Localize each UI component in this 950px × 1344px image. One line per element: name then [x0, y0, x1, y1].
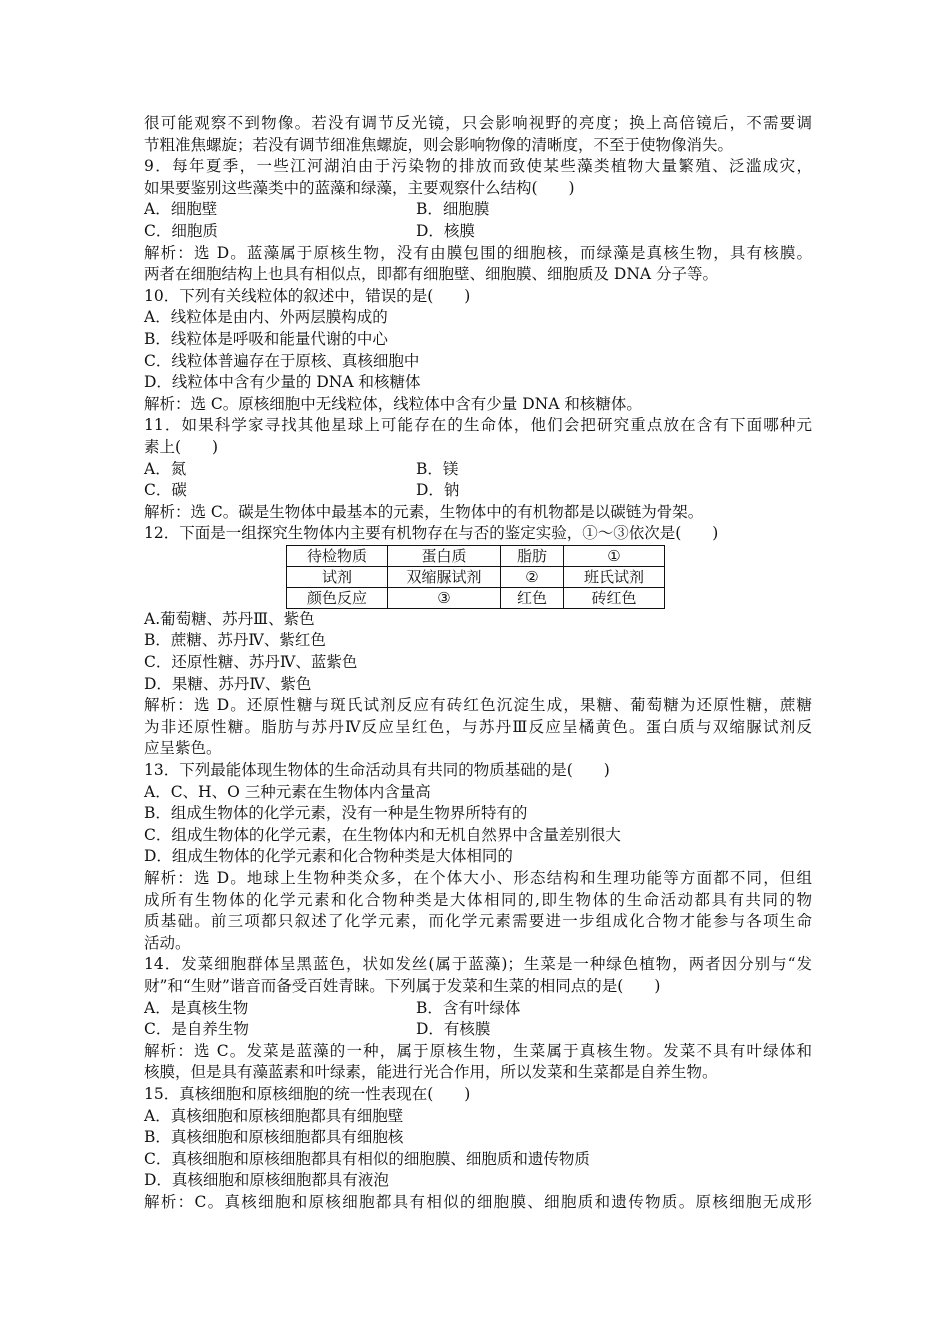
q11-analysis: 解析：选 C。碳是生物体中最基本的元素，生物体中的有机物都是以碳链为骨架。 [144, 502, 704, 521]
q9-option-d: D．核膜 [416, 221, 475, 240]
q13-option-b: B．组成生物体的化学元素，没有一种是生物界所特有的 [144, 804, 528, 823]
q9-options-row [144, 199, 812, 221]
q10-option-d: D．线粒体中含有少量的 DNA 和核糖体 [144, 373, 421, 392]
q10-option-c: C．线粒体普遍存在于原核、真核细胞中 [144, 351, 420, 370]
q11-option-c: C．碳 [144, 481, 187, 500]
q13-option-c: C．组成生物体的化学元素，在生物体内和无机自然界中含量差别很大 [144, 825, 621, 844]
q9-option-a: A．细胞壁 [144, 200, 218, 219]
q9-option-b: B．细胞膜 [416, 200, 490, 219]
q14-stem: 财”和“生财”谐音而备受百姓青睐。下列属于发菜和生菜的相同点的是( ) [144, 976, 661, 995]
q12-option-b: B．蔗糖、苏丹Ⅳ、紫红色 [144, 631, 326, 650]
table-cell: 颜色反应 [287, 587, 388, 608]
q15-analysis: 解析：C。真核细胞和原核细胞都具有相似的细胞膜、细胞质和遗传物质。原核细胞无成形 [144, 1192, 812, 1211]
q11-stem: 素上( ) [144, 437, 219, 456]
table-cell: 红色 [501, 587, 564, 608]
q11-stem: 11．如果科学家寻找其他星球上可能存在的生命体，他们会把研究重点放在含有下面哪种元 [144, 416, 812, 435]
q11-options-row [144, 480, 812, 502]
q14-option-c: C．是自养生物 [144, 1020, 249, 1039]
table-row [287, 566, 665, 587]
q14-stem: 14．发菜细胞群体呈黑蓝色，状如发丝(属于蓝藻)；生菜是一种绿色植物，两者因分别与“发 [144, 955, 812, 974]
table-cell: 试剂 [287, 566, 388, 587]
q13-option-a: A．C、H、O 三种元素在生物体内含量高 [144, 782, 431, 801]
q9-stem: 9．每年夏季，一些江河湖泊由于污染物的排放而致使某些藻类植物大量繁殖、泛滥成灾， [144, 157, 812, 176]
table-cell: 班氏试剂 [564, 566, 665, 587]
q15-option-d: D．真核细胞和原核细胞都具有液泡 [144, 1171, 389, 1190]
table-cell: 砖红色 [564, 587, 665, 608]
q13-option-d: D．组成生物体的化学元素和化合物种类是大体相同的 [144, 847, 513, 866]
table-row [287, 545, 665, 566]
q12-analysis: 应呈紫色。 [144, 739, 222, 758]
q10-option-a: A．线粒体是由内、外两层膜构成的 [144, 308, 388, 327]
q14-analysis: 解析：选 C。发菜是蓝藻的一种，属于原核生物，生菜属于真核生物。发菜不具有叶绿体和 [144, 1041, 812, 1060]
table-cell: 双缩脲试剂 [388, 566, 501, 587]
q10-stem: 10．下列有关线粒体的叙述中，错误的是( ) [144, 286, 471, 305]
table-cell: ③ [388, 587, 501, 608]
q9-analysis: 两者在细胞结构上也具有相似点，即都有细胞壁、细胞膜、细胞质及 DNA 分子等。 [144, 265, 719, 284]
table-cell: ② [501, 566, 564, 587]
q15-stem: 15．真核细胞和原核细胞的统一性表现在( ) [144, 1084, 471, 1103]
q12-option-a: A.葡萄糖、苏丹Ⅲ、紫色 [144, 609, 315, 628]
q14-option-b: B．含有叶绿体 [416, 998, 521, 1017]
q15-option-b: B．真核细胞和原核细胞都具有细胞核 [144, 1128, 404, 1147]
q10-analysis: 解析：选 C。原核细胞中无线粒体，线粒体中含有少量 DNA 和核糖体。 [144, 394, 642, 413]
q11-options-row [144, 459, 812, 481]
q9-analysis: 解析：选 D。蓝藻属于原核生物，没有由膜包围的细胞核，而绿藻是真核生物，具有核膜。 [144, 243, 812, 262]
q15-option-a: A．真核细胞和原核细胞都具有细胞壁 [144, 1106, 404, 1125]
q11-option-b: B．镁 [416, 459, 459, 478]
q10-option-b: B．线粒体是呼吸和能量代谢的中心 [144, 329, 388, 348]
q12-analysis: 解析：选 D。还原性糖与斑氏试剂反应有砖红色沉淀生成，果糖、葡萄糖为还原性糖，蔗糖 [144, 696, 812, 715]
q11-option-d: D．钠 [416, 481, 460, 500]
q13-analysis: 成所有生物体的化学元素和化合物种类是大体相同的,即生物体的生命活动都具有共同的物 [144, 890, 812, 909]
table-cell: ① [564, 545, 665, 566]
q9-options-row [144, 221, 812, 243]
q13-stem: 13．下列最能体现生物体的生命活动具有共同的物质基础的是( ) [144, 761, 610, 780]
q13-analysis: 活动。 [144, 933, 191, 952]
q14-option-d: D．有核膜 [416, 1020, 491, 1039]
q14-options-row [144, 1019, 812, 1041]
q12-stem: 12．下面是一组探究生物体内主要有机物存在与否的鉴定实验，①～③依次是( ) [144, 524, 719, 543]
q14-options-row [144, 998, 812, 1020]
table-row [287, 587, 665, 608]
q12-option-d: D．果糖、苏丹Ⅳ、紫色 [144, 674, 312, 693]
intro-line: 很可能观察不到物像。若没有调节反光镜，只会影响视野的亮度；换上高倍镜后，不需要调 [144, 114, 812, 132]
table-cell: 待检物质 [287, 545, 388, 566]
intro-line: 节粗准焦螺旋；若没有调节细准焦螺旋，则会影响物像的清晰度，不至于使物像消失。 [144, 135, 734, 154]
q11-option-a: A．氮 [144, 459, 187, 478]
q14-analysis: 核膜，但是具有藻蓝素和叶绿素，能进行光合作用，所以发菜和生菜都是自养生物。 [144, 1063, 718, 1082]
table-cell: 蛋白质 [388, 545, 501, 566]
document-page [144, 113, 812, 1214]
q15-option-c: C．真核细胞和原核细胞都具有相似的细胞膜、细胞质和遗传物质 [144, 1149, 590, 1168]
q12-table [286, 545, 665, 609]
table-cell: 脂肪 [501, 545, 564, 566]
q13-analysis: 解析：选 D。地球上生物种类众多，在个体大小、形态结构和生理功能等方面都不同，但组 [144, 869, 812, 887]
q14-option-a: A．是真核生物 [144, 998, 249, 1017]
q12-analysis: 为非还原性糖。脂肪与苏丹Ⅳ反应呈红色，与苏丹Ⅲ反应呈橘黄色。蛋白质与双缩脲试剂反 [144, 717, 812, 736]
q9-stem: 如果要鉴别这些藻类中的蓝藻和绿藻，主要观察什么结构( ) [144, 178, 575, 197]
q13-analysis: 质基础。前三项都只叙述了化学元素，而化学元素需要进一步组成化合物才能参与各项生命 [144, 912, 812, 931]
q9-option-c: C．细胞质 [144, 221, 218, 240]
q12-option-c: C．还原性糖、苏丹Ⅳ、蓝紫色 [144, 653, 358, 672]
